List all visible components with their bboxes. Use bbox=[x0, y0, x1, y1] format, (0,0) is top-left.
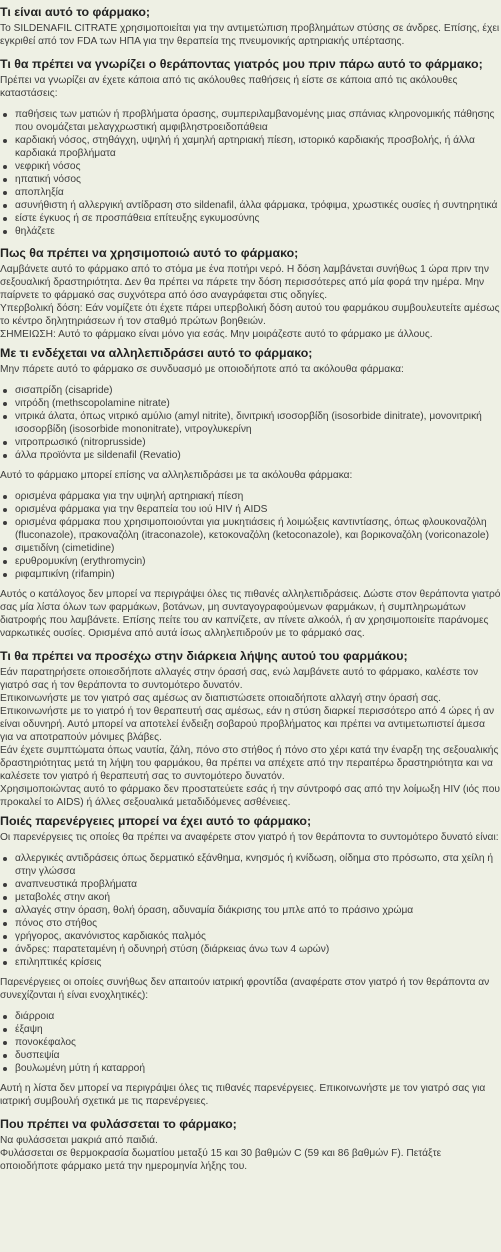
section bbox=[0, 345, 501, 640]
section bbox=[0, 4, 501, 48]
paragraph: Το SILDENAFIL CITRATE χρησιμοποιείται για την αντιμετώπιση προβλημάτων στύσης σε άνδρες. Επίσης, έχει εγκριθεί από τον FDA των ΗΠΑ για την θεραπεία της πνευμονικής αρτηριακής υπέρτασης. bbox=[0, 23, 500, 47]
paragraph: Να φυλάσσεται μακριά από παιδιά. bbox=[0, 1135, 158, 1146]
bullet-list bbox=[0, 1010, 501, 1075]
paragraph: Αυτό το φάρμακο μπορεί επίσης να αλληλεπιδράσει με τα ακόλουθα φάρμακα: bbox=[0, 470, 353, 481]
section-heading: Τι είναι αυτό το φάρμακο; bbox=[0, 5, 151, 19]
list-item: μεταβολές στην ακοή bbox=[12, 891, 501, 904]
list-item: διάρροια bbox=[12, 1010, 501, 1023]
bullet-list bbox=[0, 108, 501, 238]
list-item: πόνος στο στήθος bbox=[12, 917, 501, 930]
paragraph: ΣΗΜΕΙΩΣΗ: Αυτό το φάρμακο είναι μόνο για εσάς. Μην μοιράζεστε αυτό το φάρμακο με άλλους. bbox=[0, 329, 433, 340]
section-heading: Με τι ενδέχεται να αλληλεπιδράσει αυτό το φάρμακο; bbox=[0, 346, 313, 360]
section-heading: Πως θα πρέπει να χρησιμοποιώ αυτό το φάρμακο; bbox=[0, 246, 299, 260]
list-item: ορισμένα φάρμακα για την θεραπεία του ιού HIV ή AIDS bbox=[12, 503, 501, 516]
list-item: γρήγορος, ακανόνιστος καρδιακός παλμός bbox=[12, 930, 501, 943]
list-item: ασυνήθιστη ή αλλεργική αντίδραση στο sildenafil, άλλα φάρμακα, τρόφιμα, χρωστικές ουσίες ή συντηρητικά bbox=[12, 199, 501, 212]
paragraph: Επικοινωνήστε με το γιατρό ή τον θεραπευτή σας αμέσως, εάν η στύση διαρκεί περισσότερο από 4 ώρες ή αν είναι οδυνηρή. Αυτό μπορεί να αποτελεί ένδειξη σοβαρού προβλήματος και πρέπει να αντιμετωπιστεί άμεσα για να αποτραπούν μόνιμες βλάβες. bbox=[0, 706, 495, 743]
paragraph: Μην πάρετε αυτό το φάρμακο σε συνδυασμό με οποιοδήποτε από τα ακόλουθα φάρμακα: bbox=[0, 364, 404, 375]
paragraph: Επικοινωνήστε με τον γιατρό σας αμέσως αν διαπιστώσετε οποιαδήποτε αλλαγή στην όρασή σας. bbox=[0, 693, 441, 704]
paragraph: Πρέπει να γνωρίζει αν έχετε κάποια από τις ακόλουθες παθήσεις ή είστε σε κάποια από τις ακόλουθες καταστάσεις: bbox=[0, 75, 458, 99]
section bbox=[0, 648, 501, 809]
list-item: ηπατική νόσος bbox=[12, 173, 501, 186]
list-item: νιτροπρωσικό (nitroprusside) bbox=[12, 436, 501, 449]
section-heading: Που πρέπει να φυλάσσεται το φάρμακο; bbox=[0, 1117, 237, 1131]
list-item: καρδιακή νόσος, στηθάγχη, υψηλή ή χαμηλή αρτηριακή πίεση, ιστορικό καρδιακής προσβολής, ή άλλα καρδιακά προβλήματα bbox=[12, 134, 501, 160]
list-item: έξαψη bbox=[12, 1023, 501, 1036]
list-item: νιτρόδη (methscopolamine nitrate) bbox=[12, 397, 501, 410]
list-item: νεφρική νόσος bbox=[12, 160, 501, 173]
bullet-list bbox=[0, 384, 501, 462]
paragraph-group bbox=[0, 831, 501, 844]
paragraph-group bbox=[0, 666, 501, 809]
paragraph-group bbox=[0, 263, 501, 341]
paragraph-group bbox=[0, 22, 501, 48]
section bbox=[0, 245, 501, 341]
list-item: είστε έγκυος ή σε προσπάθεια επίτευξης εγκυμοσύνης bbox=[12, 212, 501, 225]
paragraph: Παρενέργειες οι οποίες συνήθως δεν απαιτούν ιατρική φροντίδα (αναφέρατε στον γιατρό ή τον θεράποντα αν συνεχίζονται ή είναι ενοχλητικές): bbox=[0, 977, 490, 1001]
section bbox=[0, 813, 501, 1108]
paragraph-group bbox=[0, 74, 501, 100]
list-item: δυσπεψία bbox=[12, 1049, 501, 1062]
list-item: σιμετιδίνη (cimetidine) bbox=[12, 542, 501, 555]
list-item: πονοκέφαλος bbox=[12, 1036, 501, 1049]
list-item: άλλα προϊόντα με sildenafil (Revatio) bbox=[12, 449, 501, 462]
paragraph: Χρησιμοποιώντας αυτό το φάρμακο δεν προστατεύετε εσάς ή την σύντροφό σας από την λοίμωξη HIV (ιός που προκαλεί το AIDS) ή άλλες σεξουαλικά μεταδιδόμενες ασθένειες. bbox=[0, 784, 501, 808]
list-item: αναπνευστικά προβλήματα bbox=[12, 878, 501, 891]
paragraph-group bbox=[0, 976, 501, 1002]
list-item: αποπληξία bbox=[12, 186, 501, 199]
list-item: βουλωμένη μύτη ή καταρροή bbox=[12, 1062, 501, 1075]
list-item: αλλεργικές αντιδράσεις όπως δερματικό εξάνθημα, κνησμός ή κνίδωση, οίδημα στο πρόσωπο, στα χείλη ή στην γλώσσα bbox=[12, 852, 501, 878]
list-item: αλλαγές στην όραση, θολή όραση, αδυναμία διάκρισης του μπλε από το πράσινο χρώμα bbox=[12, 904, 501, 917]
paragraph-group bbox=[0, 363, 501, 376]
paragraph-group bbox=[0, 1134, 501, 1173]
list-item: επιληπτικές κρίσεις bbox=[12, 956, 501, 969]
paragraph: Αυτή η λίστα δεν μπορεί να περιγράψει όλες τις πιθανές παρενέργειες. Επικοινωνήστε με τον γιατρό σας για ιατρική συμβουλή σχετικά με τις παρενέργειες. bbox=[0, 1083, 486, 1107]
section-heading: Τι θα πρέπει να προσέχω στην διάρκεια λήψης αυτού του φαρμάκου; bbox=[0, 649, 408, 663]
list-item: ερυθρομυκίνη (erythromycin) bbox=[12, 555, 501, 568]
list-item: παθήσεις των ματιών ή προβλήματα όρασης, συμπεριλαμβανομένης μιας σπάνιας κληρονομικής πάθησης που ονομάζεται μελαγχρωστική αμφιβληστροειδοπάθεια bbox=[12, 108, 501, 134]
section bbox=[0, 1116, 501, 1173]
paragraph: Οι παρενέργειες τις οποίες θα πρέπει να αναφέρετε στον γιατρό ή τον θεράποντα το συντομότερο δυνατό είναι: bbox=[0, 832, 499, 843]
paragraph-group bbox=[0, 469, 501, 482]
section-heading: Τι θα πρέπει να γνωρίζει ο θεράποντας γιατρός μου πριν πάρω αυτό το φάρμακο; bbox=[0, 57, 483, 71]
list-item: θηλάζετε bbox=[12, 225, 501, 238]
paragraph: Εάν έχετε συμπτώματα όπως ναυτία, ζάλη, πόνο στο στήθος ή πόνο στο χέρι κατά την έναρξη της σεξουαλικής δραστηριότητας μετά τη λήψη του φαρμάκου, θα πρέπει να απέχετε από την περαιτέρω δραστηριότητα και να καλέσετε τον γιατρό ή θεραπευτή σας το συντομότερο δυνατόν. bbox=[0, 745, 499, 782]
paragraph: Φυλάσσεται σε θερμοκρασία δωματίου μεταξύ 15 και 30 βαθμών C (59 και 86 βαθμών F). Πετάξτε οποιοδήποτε φάρμακο μετά την ημερομηνία λήξης του. bbox=[0, 1148, 442, 1172]
list-item: νιτρικά άλατα, όπως νιτρικό αμύλιο (amyl nitrite), δινιτρική ισοσορβίδη (isosorbide dinitrate), μονονιτρική ισοσορβίδη (isosorbide mononitrate), νιτρογλυκερίνη bbox=[12, 410, 501, 436]
section-heading: Ποιές παρενέργειες μπορεί να έχει αυτό το φάρμακο; bbox=[0, 814, 312, 828]
paragraph: Λαμβάνετε αυτό το φάρμακο από το στόμα με ένα ποτήρι νερό. Η δόση λαμβάνεται συνήθως 1 ώρα πριν την σεξουαλική δραστηριότητα. Δεν θα πρέπει να πάρετε την δόση περισσότερες από μία φορά την ημέρα. Μην παίρνετε το φάρμακό σας συχνότερα από όσο αναγράφεται στις οδηγίες. bbox=[0, 264, 489, 301]
paragraph: Αυτός ο κατάλογος δεν μπορεί να περιγράψει όλες τις πιθανές αλληλεπιδράσεις. Δώστε στον θεράποντα γιατρό σας μία λίστα όλων των φαρμάκων, βοτάνων, μη συνταγογραφούμενων φαρμάκων, ή συμπληρωμάτων διατροφής που λαμβάνετε. Επίσης πείτε του αν καπνίζετε, αν πίνετε αλκοόλ, ή αν χρησιμοποιείτε παράνομες ναρκωτικές ουσίες. Ορισμένα από αυτά ίσως αλληλεπιδρούν με το φάρμακό σας. bbox=[0, 589, 501, 639]
list-item: ορισμένα φάρμακα για την υψηλή αρτηριακή πίεση bbox=[12, 490, 501, 503]
list-item: άνδρες: παρατεταμένη ή οδυνηρή στύση (διάρκειας άνω των 4 ωρών) bbox=[12, 943, 501, 956]
list-item: ορισμένα φάρμακα που χρησιμοποιούνται για μυκητιάσεις ή λοιμώξεις καντιντίασης, όπως φλουκοναζόλη (fluconazole), ιτρακοναζόλη (itraconazole), κετοκοναζόλη (ketoconazole), και βορικοναζόλη (voriconazole) bbox=[12, 516, 501, 542]
bullet-list bbox=[0, 490, 501, 581]
paragraph-group bbox=[0, 1082, 501, 1108]
section bbox=[0, 56, 501, 238]
paragraph: Εάν παρατηρήσετε οποιεσδήποτε αλλαγές στην όρασή σας, ενώ λαμβάνετε αυτό το φάρμακο, καλέστε τον γιατρό σας ή τον θεράποντα το συντομότερο δυνατόν. bbox=[0, 667, 479, 691]
paragraph: Υπερβολική δόση: Εάν νομίζετε ότι έχετε πάρει υπερβολική δόση αυτού του φαρμάκου συμβουλευτείτε αμέσως το κέντρο δηλητηριάσεων ή τον σταθμό πρώτων βοηθειών. bbox=[0, 303, 500, 327]
bullet-list bbox=[0, 852, 501, 969]
list-item: σισαπρίδη (cisapride) bbox=[12, 384, 501, 397]
list-item: ριφαμπικίνη (rifampin) bbox=[12, 568, 501, 581]
paragraph-group bbox=[0, 588, 501, 640]
